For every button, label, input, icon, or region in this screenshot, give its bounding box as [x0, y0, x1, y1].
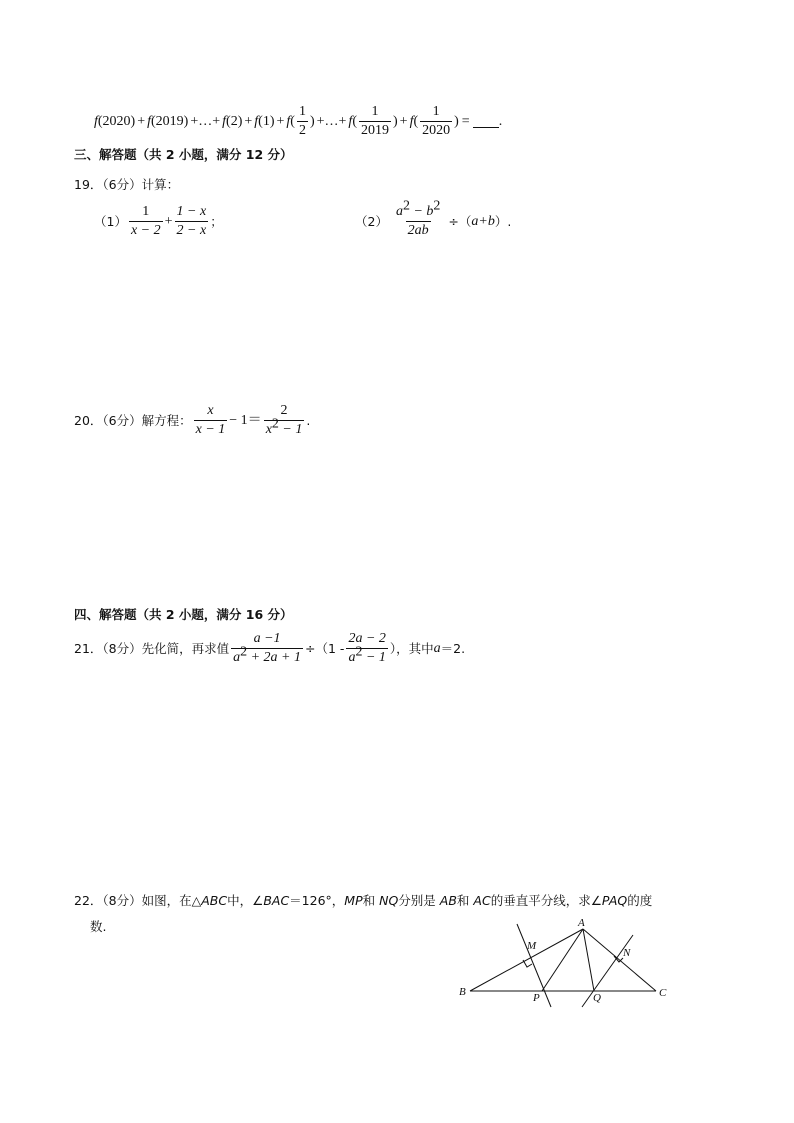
q19-p2-fraction: $\frac{a^2 - b^2}{2ab}$ — [395, 198, 441, 238]
segment-AP — [542, 929, 583, 991]
q18-expression: f (2020) + f (2019) +…+ f (2) + f (1) + f ( $\frac{1}{2}$ ) +…+ f ( $\frac{1}{2019}$ ) + f ( $\frac{1}{2020}$ ) = . — [94, 104, 503, 138]
q19-p1-fraction-1: $\frac{1}{x - 2}$ — [130, 204, 161, 238]
side-AC — [583, 929, 656, 991]
label-P: P — [533, 992, 540, 1004]
q19-part2: （2） $\frac{a^2 - b^2}{2ab}$ ÷（ a+b ）. — [355, 198, 512, 238]
label-C: C — [659, 987, 667, 999]
q21-fraction-1: $\frac{a -1}{a^2 + 2a + 1}$ — [233, 631, 302, 665]
bisector-NQ — [582, 935, 633, 1007]
q19-label: 19．（6分）计算： — [74, 177, 180, 192]
q22-line2: 数. — [90, 919, 107, 934]
fraction-1-over-2020: $\frac{1}{2020}$ — [422, 104, 451, 138]
q22-line1: 22．（8分）如图，在△ABC中，∠BAC＝126°，MP和 NQ分别是 AB和 AC的垂直平分线，求∠PAQ的度 — [74, 893, 653, 908]
q21-line: 21．（8分）先化简，再求值 $\frac{a -1}{a^2 + 2a + 1}$ ÷（1 - $\frac{2a - 2}{a^2 - 1}$ ），其中 a ＝2. — [74, 631, 466, 665]
label-M: M — [527, 940, 537, 952]
segment-AQ — [583, 929, 594, 991]
q20-fraction-1: $\frac{x}{x - 1}$ — [195, 403, 226, 437]
triangle-figure — [455, 915, 675, 1015]
section-3-heading: 三、解答题（共 2 小题，满分 12 分） — [74, 147, 293, 162]
answer-blank — [473, 115, 499, 128]
fraction-half: $\frac{1}{2}$ — [298, 104, 306, 138]
label-N: N — [623, 947, 631, 959]
label-A: A — [578, 917, 585, 929]
section-4-heading: 四、解答题（共 2 小题，满分 16 分） — [74, 607, 293, 622]
q20-fraction-2: $\frac{2}{x^2 - 1}$ — [265, 403, 303, 437]
label-B: B — [459, 986, 466, 998]
q19-p1-fraction-2: $\frac{1 - x}{2 - x}$ — [176, 204, 207, 238]
q21-fraction-2: $\frac{2a - 2}{a^2 - 1}$ — [348, 631, 386, 665]
q20-line: 20．（6分）解方程： $\frac{x}{x - 1}$ − 1＝ $\frac{2}{x^2 - 1}$ . — [74, 403, 311, 437]
label-Q: Q — [593, 992, 601, 1004]
fraction-1-over-2019: $\frac{1}{2019}$ — [360, 104, 389, 138]
q19-part1: （1） $\frac{1}{x - 2}$ + $\frac{1 - x}{2 - x}$ ； — [94, 204, 223, 238]
f-symbol: f — [94, 113, 98, 129]
side-AB — [470, 929, 583, 991]
